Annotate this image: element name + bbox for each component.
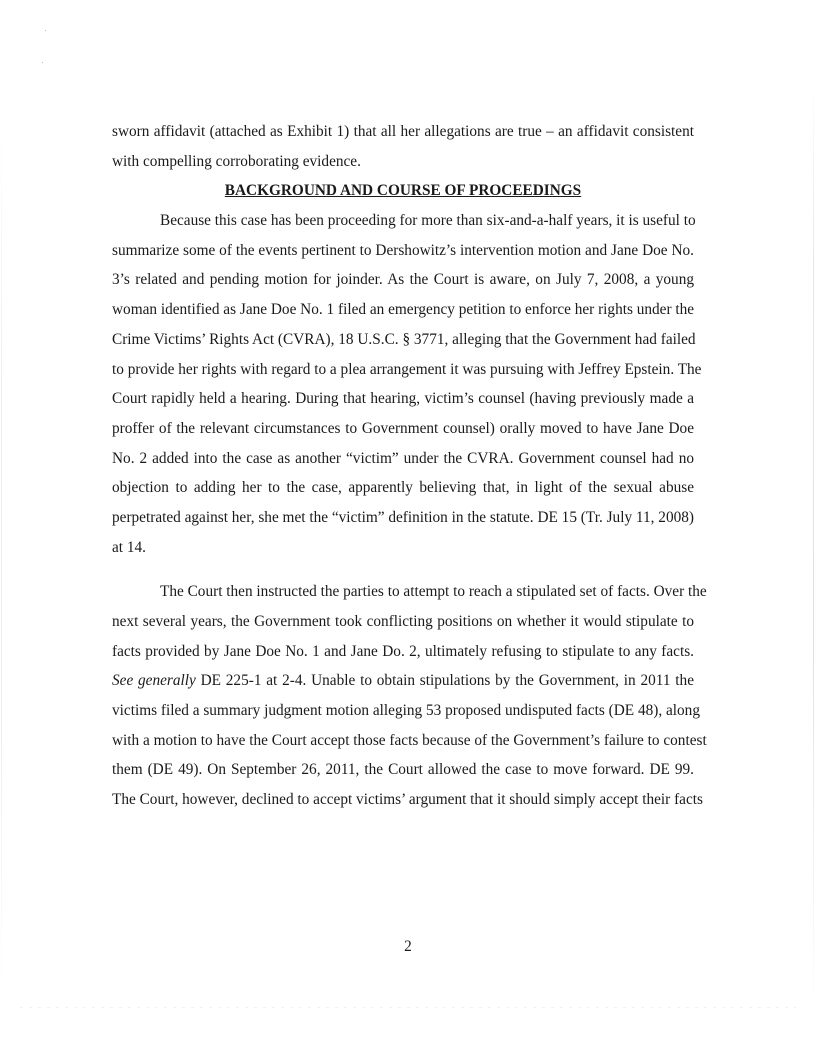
text-line: with a motion to have the Court accept those facts because of the Government’s failure to contest bbox=[112, 731, 707, 749]
paragraph-background bbox=[112, 206, 702, 562]
text-line: facts provided by Jane Doe No. 1 and Jane Do. 2, ultimately refusing to stipulate to any facts. bbox=[112, 642, 694, 660]
text-line: them (DE 49). On September 26, 2011, the Court allowed the case to move forward. DE 99. bbox=[112, 761, 694, 779]
text-line: sworn affidavit (attached as Exhibit 1) that all her allegations are true – an affidavit consistent bbox=[112, 123, 694, 140]
paragraph-proceedings bbox=[112, 577, 707, 815]
scan-edge-left bbox=[1, 120, 2, 1000]
section-heading: BACKGROUND AND COURSE OF PROCEEDINGS bbox=[224, 182, 582, 200]
document-body bbox=[112, 117, 707, 815]
text-line: Crime Victims’ Rights Act (CVRA), 18 U.S.C. § 3771, alleging that the Government had failed bbox=[112, 330, 696, 348]
text-line: next several years, the Government took conflicting positions on whether it would stipulate to bbox=[112, 613, 694, 630]
text-line-with-signal bbox=[112, 666, 694, 696]
text-line: 3’s related and pending motion for joinder. As the Court is aware, on July 7, 2008, a young bbox=[112, 271, 694, 289]
scan-footer-artifact bbox=[20, 1007, 796, 1008]
text-line: with compelling corroborating evidence. bbox=[112, 152, 361, 170]
text-line: to provide her rights with regard to a plea arrangement it was pursuing with Jeffrey Epstein. The bbox=[112, 360, 702, 378]
text-line: The Court then instructed the parties to attempt to reach a stipulated set of facts. Over the bbox=[160, 583, 707, 601]
text-line: at 14. bbox=[112, 538, 146, 556]
text-line: Because this case has been proceeding for more than six-and-a-half years, it is useful to bbox=[160, 212, 696, 230]
scan-edge-right bbox=[813, 80, 814, 1020]
text-line: perpetrated against her, she met the “victim” definition in the statute. DE 15 (Tr. July 11, 2008) bbox=[112, 508, 694, 526]
text-line: The Court, however, declined to accept victims’ argument that it should simply accept their facts bbox=[112, 791, 703, 809]
text-line: woman identified as Jane Doe No. 1 filed an emergency petition to enforce her rights under the bbox=[112, 301, 695, 319]
page-number: 2 bbox=[404, 938, 412, 955]
text-line: Court rapidly held a hearing. During that hearing, victim’s counsel (having previously made a bbox=[112, 390, 694, 408]
text-line-remainder: DE 225-1 at 2-4. Unable to obtain stipulations by the Government, in 2011 the bbox=[195, 672, 694, 690]
text-line: No. 2 added into the case as another “victim” under the CVRA. Government counsel had no bbox=[112, 449, 694, 467]
scan-specks bbox=[30, 30, 60, 70]
text-line: summarize some of the events pertinent to Dershowitz’s intervention motion and Jane Doe No. bbox=[112, 241, 694, 259]
paragraph-opening-continuation bbox=[112, 117, 694, 176]
citation-signal: See generally bbox=[112, 672, 196, 690]
text-line: victims filed a summary judgment motion alleging 53 proposed undisputed facts (DE 48), along bbox=[112, 702, 700, 720]
text-line: proffer of the relevant circumstances to Government counsel) orally moved to have Jane Doe bbox=[112, 419, 694, 437]
text-line: objection to adding her to the case, apparently believing that, in light of the sexual abuse bbox=[112, 479, 694, 497]
